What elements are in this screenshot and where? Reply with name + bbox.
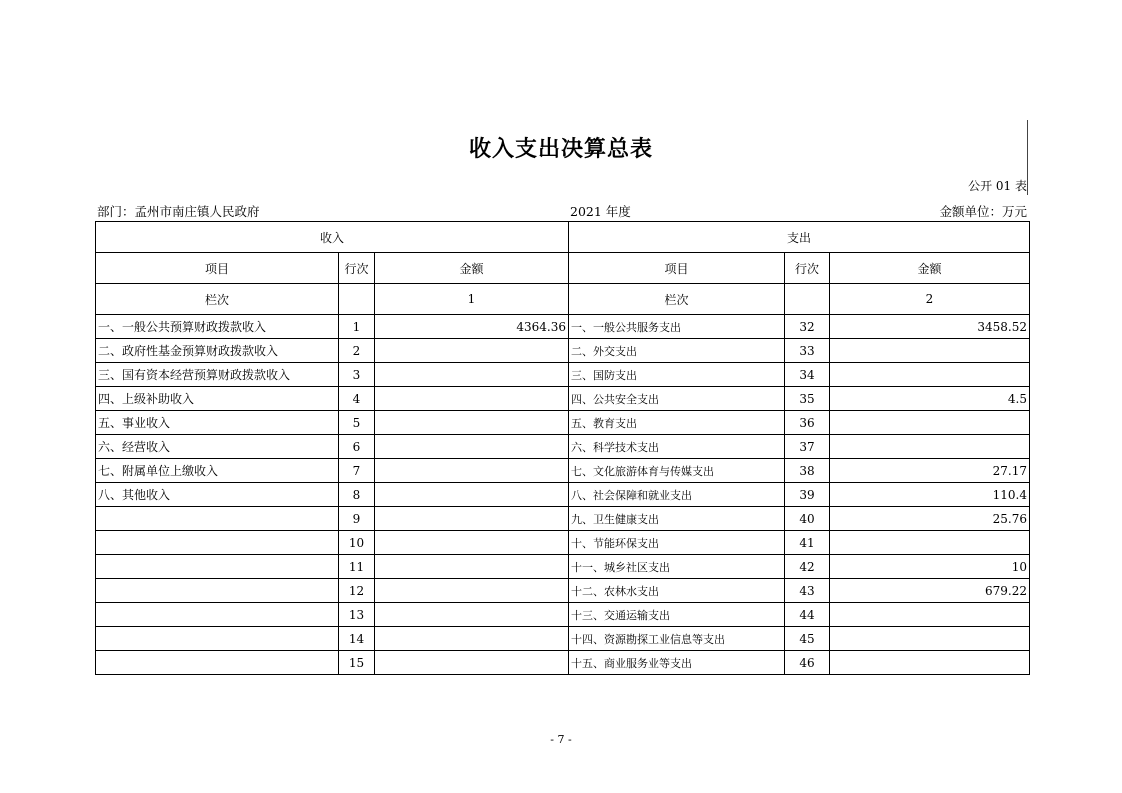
income-item-cell: 二、政府性基金预算财政拨款收入 — [96, 339, 339, 363]
form-number: 公开 01 表 — [968, 179, 1027, 193]
expense-amount-cell: 110.4 — [830, 483, 1030, 507]
expense-line-cell: 37 — [785, 435, 830, 459]
expense-amount-cell: 27.17 — [830, 459, 1030, 483]
column-header-row — [96, 253, 1030, 284]
expense-lanci-label: 栏次 — [569, 284, 785, 315]
income-item-cell — [96, 579, 339, 603]
income-line-cell: 15 — [339, 651, 375, 675]
expense-amount-header: 金额 — [830, 253, 1030, 284]
income-line-cell: 1 — [339, 315, 375, 339]
table-row — [96, 507, 1030, 531]
expense-item-cell: 五、教育支出 — [569, 411, 785, 435]
income-line-cell: 12 — [339, 579, 375, 603]
income-line-header: 行次 — [339, 253, 375, 284]
table-row — [96, 315, 1030, 339]
income-item-cell: 一、一般公共预算财政拨款收入 — [96, 315, 339, 339]
income-amount-header: 金额 — [375, 253, 569, 284]
income-line-cell: 13 — [339, 603, 375, 627]
expense-item-cell: 十四、资源勘探工业信息等支出 — [569, 627, 785, 651]
income-line-cell: 9 — [339, 507, 375, 531]
fiscal-year: 2021 年度 — [570, 204, 631, 219]
table-row — [96, 483, 1030, 507]
expense-item-cell: 十二、农林水支出 — [569, 579, 785, 603]
expense-item-cell: 二、外交支出 — [569, 339, 785, 363]
page-title: 收入支出决算总表 — [468, 137, 653, 162]
expense-amount-cell — [830, 339, 1030, 363]
expense-line-cell: 40 — [785, 507, 830, 531]
expense-amount-cell — [830, 411, 1030, 435]
income-line-cell: 7 — [339, 459, 375, 483]
expense-line-cell: 38 — [785, 459, 830, 483]
expense-line-cell: 43 — [785, 579, 830, 603]
expense-amount-cell — [830, 363, 1030, 387]
income-amount-cell — [375, 387, 569, 411]
income-amount-cell: 4364.36 — [375, 315, 569, 339]
expense-item-cell: 六、科学技术支出 — [569, 435, 785, 459]
income-item-cell: 七、附属单位上缴收入 — [96, 459, 339, 483]
income-line-cell: 10 — [339, 531, 375, 555]
income-amount-cell — [375, 579, 569, 603]
expense-item-cell: 十一、城乡社区支出 — [569, 555, 785, 579]
expense-amount-cell: 10 — [830, 555, 1030, 579]
section-header-row — [96, 222, 1030, 253]
expense-lanci-number: 2 — [830, 284, 1030, 315]
expense-line-cell: 46 — [785, 651, 830, 675]
income-line-cell: 5 — [339, 411, 375, 435]
income-amount-cell — [375, 627, 569, 651]
expense-amount-cell — [830, 627, 1030, 651]
expense-item-header: 项目 — [569, 253, 785, 284]
page-number: - 7 - — [550, 733, 572, 746]
expense-item-cell: 三、国防支出 — [569, 363, 785, 387]
income-line-cell: 8 — [339, 483, 375, 507]
expense-line-cell: 36 — [785, 411, 830, 435]
expense-item-cell: 四、公共安全支出 — [569, 387, 785, 411]
income-amount-cell — [375, 651, 569, 675]
income-item-cell — [96, 651, 339, 675]
income-section-header: 收入 — [96, 222, 569, 253]
table-row — [96, 531, 1030, 555]
expense-line-cell: 34 — [785, 363, 830, 387]
income-expense-table — [95, 221, 1030, 675]
expense-amount-cell — [830, 603, 1030, 627]
table-row — [96, 411, 1030, 435]
table-row — [96, 579, 1030, 603]
income-amount-cell — [375, 435, 569, 459]
expense-item-cell: 七、文化旅游体育与传媒支出 — [569, 459, 785, 483]
income-line-cell: 3 — [339, 363, 375, 387]
income-item-cell: 六、经营收入 — [96, 435, 339, 459]
table-row — [96, 339, 1030, 363]
income-line-cell: 14 — [339, 627, 375, 651]
table-row — [96, 627, 1030, 651]
expense-line-cell: 33 — [785, 339, 830, 363]
income-line-cell: 4 — [339, 387, 375, 411]
expense-amount-cell: 3458.52 — [830, 315, 1030, 339]
expense-item-cell: 九、卫生健康支出 — [569, 507, 785, 531]
expense-line-cell: 32 — [785, 315, 830, 339]
expense-item-cell: 十三、交通运输支出 — [569, 603, 785, 627]
income-line-cell: 6 — [339, 435, 375, 459]
expense-amount-cell: 679.22 — [830, 579, 1030, 603]
expense-amount-cell — [830, 531, 1030, 555]
expense-amount-cell: 4.5 — [830, 387, 1030, 411]
expense-line-cell: 44 — [785, 603, 830, 627]
table-row — [96, 435, 1030, 459]
expense-item-cell: 八、社会保障和就业支出 — [569, 483, 785, 507]
income-amount-cell — [375, 411, 569, 435]
expense-lanci-blank — [785, 284, 830, 315]
income-item-cell: 五、事业收入 — [96, 411, 339, 435]
expense-line-cell: 35 — [785, 387, 830, 411]
department-label: 部门：孟州市南庄镇人民政府 — [97, 204, 260, 219]
income-item-cell — [96, 531, 339, 555]
income-lanci-number: 1 — [375, 284, 569, 315]
income-line-cell: 11 — [339, 555, 375, 579]
income-amount-cell — [375, 555, 569, 579]
income-item-cell — [96, 555, 339, 579]
income-amount-cell — [375, 363, 569, 387]
income-item-cell: 四、上级补助收入 — [96, 387, 339, 411]
income-item-cell: 八、其他收入 — [96, 483, 339, 507]
column-number-row — [96, 284, 1030, 315]
income-amount-cell — [375, 531, 569, 555]
amount-unit: 金额单位：万元 — [939, 204, 1027, 219]
expense-amount-cell: 25.76 — [830, 507, 1030, 531]
expense-item-cell: 十五、商业服务业等支出 — [569, 651, 785, 675]
expense-item-cell: 一、一般公共服务支出 — [569, 315, 785, 339]
income-lanci-blank — [339, 284, 375, 315]
income-item-cell — [96, 627, 339, 651]
income-amount-cell — [375, 459, 569, 483]
income-lanci-label: 栏次 — [96, 284, 339, 315]
income-item-header: 项目 — [96, 253, 339, 284]
income-amount-cell — [375, 603, 569, 627]
expense-item-cell: 十、节能环保支出 — [569, 531, 785, 555]
expense-line-cell: 42 — [785, 555, 830, 579]
expense-amount-cell — [830, 435, 1030, 459]
income-item-cell — [96, 507, 339, 531]
expense-line-cell: 45 — [785, 627, 830, 651]
income-item-cell: 三、国有资本经营预算财政拨款收入 — [96, 363, 339, 387]
income-line-cell: 2 — [339, 339, 375, 363]
income-item-cell — [96, 603, 339, 627]
expense-section-header: 支出 — [569, 222, 1030, 253]
income-amount-cell — [375, 339, 569, 363]
table-row — [96, 555, 1030, 579]
table-row — [96, 459, 1030, 483]
expense-line-cell: 41 — [785, 531, 830, 555]
table-row — [96, 363, 1030, 387]
expense-amount-cell — [830, 651, 1030, 675]
income-amount-cell — [375, 483, 569, 507]
income-amount-cell — [375, 507, 569, 531]
table-row — [96, 603, 1030, 627]
expense-line-cell: 39 — [785, 483, 830, 507]
table-row — [96, 387, 1030, 411]
expense-line-header: 行次 — [785, 253, 830, 284]
table-row — [96, 651, 1030, 675]
